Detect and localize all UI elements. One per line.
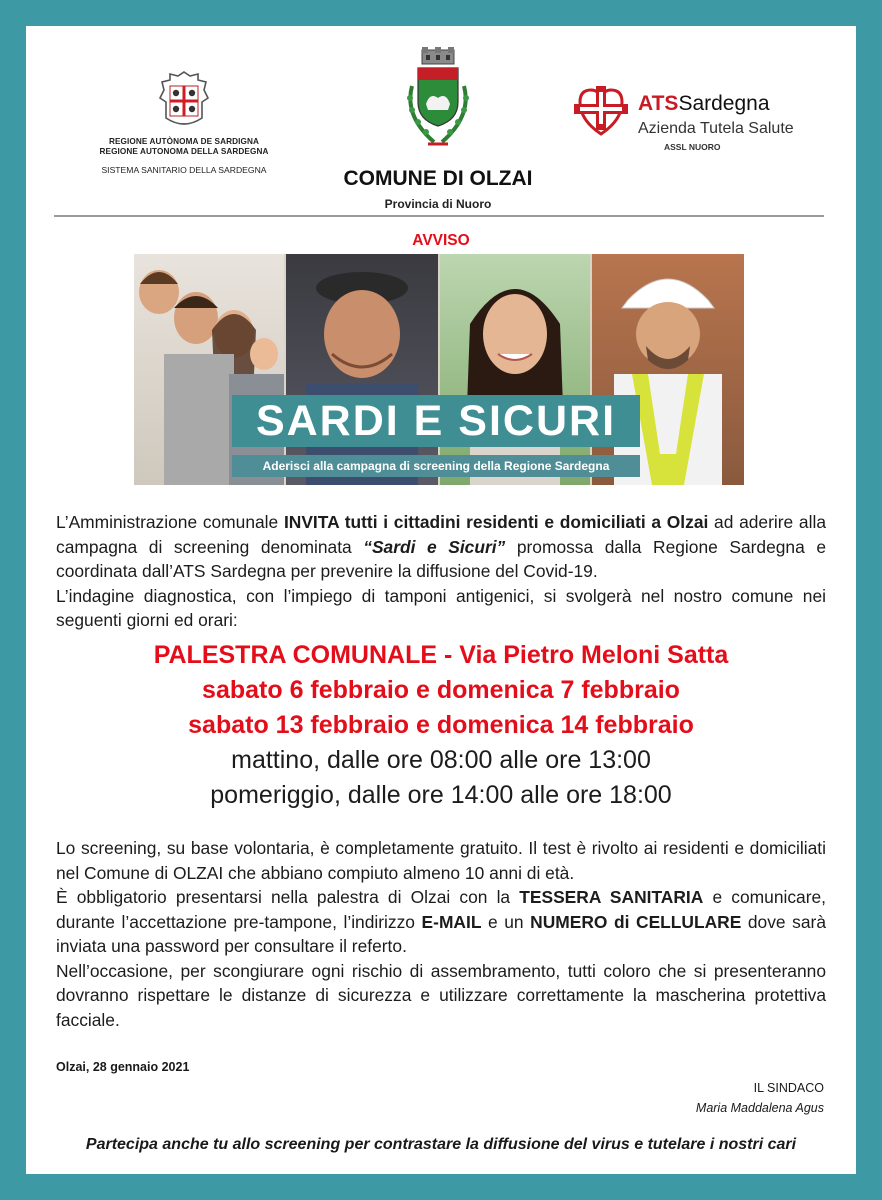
region-name-italian: REGIONE AUTONOMA DELLA SARDEGNA	[99, 147, 269, 156]
comune-title: COMUNE DI OLZAI	[343, 167, 533, 190]
closing-slogan: Partecipa anche tu allo screening per contrastare la diffusione del virus e tutelare i nostri cari	[85, 1136, 797, 1153]
schedule-block	[26, 638, 856, 813]
issue-date: Olzai, 28 gennaio 2021	[56, 1060, 190, 1074]
ats-name	[638, 92, 770, 116]
schedule-dates-second: sabato 13 febbraio e domenica 14 febbraio	[188, 711, 694, 739]
details-paragraph	[56, 836, 826, 1032]
ats-subtitle: Azienda Tutela Salute	[638, 120, 794, 137]
schedule-place: PALESTRA COMUNALE - Via Pietro Meloni Satta	[153, 641, 729, 669]
banner-subtitle: Aderisci alla campagna di screening della Regione Sardegna	[232, 455, 640, 477]
region-health-system: SISTEMA SANITARIO DELLA SARDEGNA	[101, 165, 267, 175]
notice-sheet	[26, 26, 856, 1174]
signature-block	[696, 1078, 824, 1118]
intro-second: L’indagine diagnostica, con l’impiego di tamponi antigenici, si svolgerà nel nostro comune nei seguenti giorni ed orari:	[56, 585, 826, 630]
comune-coat-of-arms-icon	[398, 46, 478, 158]
banner-photo-family	[134, 254, 284, 485]
provincia-label: Provincia di Nuoro	[384, 197, 492, 211]
ats-prefix: ATS	[638, 92, 679, 115]
schedule-dates-first: sabato 6 febbraio e domenica 7 febbraio	[202, 676, 680, 704]
email-emphasis: E-MAIL	[421, 911, 482, 932]
banner-title: SARDI E SICURI	[232, 395, 640, 447]
avviso-heading: AVVISO	[412, 232, 470, 249]
regione-sardegna-logo	[94, 68, 274, 175]
mayor-name: Maria Maddalena Agus	[695, 1101, 824, 1115]
ats-region: Sardegna	[678, 92, 770, 115]
region-name-sardinian: REGIONE AUTÒNOMA DE SARDIGNA	[108, 137, 260, 146]
ats-heart-cross-icon	[572, 82, 630, 138]
regione-crest-icon	[154, 68, 214, 132]
phone-emphasis: NUMERO di CELLULARE	[530, 911, 742, 932]
header-divider	[54, 215, 824, 217]
tessera-sanitaria: TESSERA SANITARIA	[519, 887, 704, 907]
details-requirements: È obbligatorio presentarsi nella palestra di Olzai con la TESSERA SANITARIA e comunicare, durante l’accettazione pre-tampone, l’indirizzo E-MAIL e un NUMERO di CELLULARE dove sarà inviata una password per consultare il referto.	[56, 887, 827, 956]
schedule-afternoon: pomeriggio, dalle ore 14:00 alle ore 18:00	[210, 781, 672, 809]
invite-emphasis: INVITA tutti i cittadini residenti e domiciliati a Olzai	[283, 512, 709, 532]
campaign-banner	[134, 254, 744, 485]
ats-assl-label: ASSL NUORO	[664, 142, 721, 152]
intro-paragraph: L’Amministrazione comunale INVITA tutti i cittadini residenti e domiciliati a Olzai ad aderire alla campagna di screening denominata “Sardi e Sicuri” promossa dalla Regione Sardegna e coordinata dall’ATS Sardegna per prevenire la diffusione del Covid-19. L’indagine diagnostica, con l’impiego di tamponi antigenici, si svolgerà nel nostro comune nei seguenti giorni ed orari:	[56, 510, 826, 633]
details-safety: Nell’occasione, per scongiurare ogni rischio di assembramento, tutti coloro che si presenteranno dovranno rispettare le distanze di sicurezza e utilizzare correttamente la mascherina protettiva facciale.	[56, 960, 826, 1030]
banner-photo-elder	[286, 254, 438, 485]
ats-sardegna-logo	[572, 82, 822, 162]
banner-photo-worker	[592, 254, 744, 485]
schedule-morning: mattino, dalle ore 08:00 alle ore 13:00	[231, 746, 651, 774]
banner-photo-woman	[440, 254, 590, 485]
details-free: Lo screening, su base volontaria, è completamente gratuito. Il test è rivolto ai residenti e domiciliati nel Comune di OLZAI che abbiano compiuto almeno 10 anni di età.	[56, 838, 826, 883]
comune-crest-block	[328, 46, 548, 211]
campaign-name: “Sardi e Sicuri”	[363, 536, 506, 557]
mayor-role: IL SINDACO	[753, 1081, 824, 1095]
